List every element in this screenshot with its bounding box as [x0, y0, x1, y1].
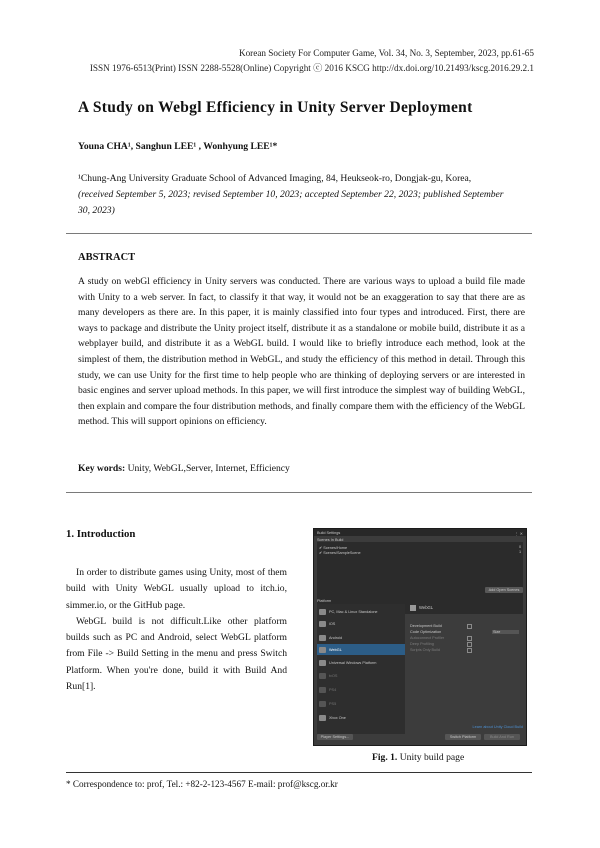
- scene-name: ✔ Scenes/Home: [319, 546, 348, 550]
- code-optimization-select: Size: [492, 630, 519, 634]
- option-checkbox: [467, 636, 472, 641]
- intro-paragraph-1: In order to distribute games using Unity, most of them build with Unity WebGL usually upload to itch.io, simmer.io, or the GitHub page.: [66, 567, 287, 611]
- window-titlebar: [314, 529, 526, 536]
- monitor-icon: [319, 609, 326, 615]
- top-divider: [66, 233, 532, 234]
- scene-name: ✔ Scenes/SampleScene: [319, 551, 361, 555]
- build-option: Scripts Only Build: [410, 648, 440, 652]
- option-checkbox: [467, 624, 472, 629]
- platform-label: Platform: [317, 599, 332, 603]
- html5-icon: [319, 647, 326, 653]
- keywords-list: Unity, WebGL,Server, Internet, Efficiency: [127, 463, 290, 474]
- journal-header: Korean Society For Computer Game, Vol. 34, No. 3, September, 2023, pp.61-65: [238, 48, 534, 58]
- option-checkbox: [467, 648, 472, 653]
- tvos-icon: [319, 673, 326, 679]
- platform-item: iOS: [317, 618, 405, 629]
- android-icon: [319, 635, 326, 641]
- section-heading: 1. Introduction: [66, 528, 136, 540]
- author-list: Youna CHA¹, Sanghun LEE¹ , Wonhyung LEE¹*: [78, 141, 278, 152]
- build-option: Code Optimization: [410, 630, 442, 634]
- abstract-text: A study on webGl efficiency in Unity servers was conducted. There are various ways to upload a build file made with Unity to a web server. In fact, to classify it that way, it would not be an exaggeration to say that there are as many developers as there are. In this paper, it is mainly classified into four types and introduced. First, there are ways to package and distribute the Unity project itself, distribute it as a standalone or mobile build, distribute it as a webplayer build, and distribute it as a WebGL build. I would like to briefly introduce each method, look at the simplest of them, the distribution method in WebGL, and study the efficiency of this method in detail. Through this study, we can use Unity for the first time to help people who are thinking of deploying servers or are interested in basic engines and server upload methods. In this paper, we will first introduce the simplest way of building WebGL, then explain and compare the four distribution methods, and finally compare them with the efficiency of the WebGL method. This will support opinions on efficiency.: [78, 276, 525, 428]
- build-option: Development Build: [410, 624, 442, 628]
- caption-text: Unity build page: [399, 752, 465, 763]
- build-option: Deep Profiling: [410, 642, 434, 646]
- keywords: [78, 463, 290, 474]
- selected-platform-title: WebGL: [410, 605, 433, 611]
- footnote-divider: [66, 772, 532, 773]
- platform-item: PC, Mac & Linux Standalone: [317, 606, 405, 617]
- figure-caption: [372, 752, 464, 763]
- window-title: Build Settings: [317, 530, 341, 535]
- scene-index: 1: [519, 550, 522, 554]
- paper-title: A Study on Webgl Efficiency in Unity Server Deployment: [78, 99, 473, 116]
- affiliation-block: [78, 171, 508, 218]
- scene-row: [319, 550, 522, 555]
- abstract-divider: [66, 492, 532, 493]
- platform-item: tvOS: [317, 670, 405, 681]
- unity-build-settings-figure: [313, 528, 527, 746]
- add-open-scenes-button: Add Open Scenes: [485, 587, 523, 593]
- ios-icon: [319, 621, 326, 627]
- build-option: Autoconnect Profiler: [410, 636, 445, 640]
- cloud-build-link: Learn about Unity Cloud Build: [472, 725, 523, 729]
- platform-item: Xbox One: [317, 712, 405, 723]
- platform-item: PS5: [317, 698, 405, 709]
- scene-index: 0: [519, 545, 522, 549]
- abstract-heading: ABSTRACT: [78, 252, 136, 263]
- platform-item-selected: WebGL: [317, 644, 405, 655]
- build-and-run-button: Build And Run: [484, 734, 520, 740]
- issn-line: ISSN 1976-6513(Print) ISSN 2288-5528(Online) Copyright ⓒ 2016 KSCG http://dx.doi.org/10.21493/kscg.2016.29.2.1: [89, 63, 534, 73]
- ps4-icon: [319, 687, 326, 693]
- keywords-label: Key words:: [78, 463, 126, 474]
- publication-dates: (received September 5, 2023; revised September 10, 2023; accepted September 22, 2023; published September 30, 2023): [78, 188, 504, 216]
- caption-label: Fig. 1.: [372, 752, 398, 763]
- platform-item: PS4: [317, 684, 405, 695]
- html5-icon: [410, 605, 416, 611]
- platform-item: Android: [317, 632, 405, 643]
- correspondence-footnote: * Correspondence to: prof, Tel.: +82-2-123-4567 E-mail: prof@kscg.or.kr: [66, 779, 338, 789]
- windows-icon: [319, 660, 326, 666]
- platform-item: Universal Windows Platform: [317, 657, 405, 668]
- intro-paragraph-2: WebGL build is not difficult.Like other platform builds such as PC and Android, select WebGL platform from File -> Build Setting in the menu and press Switch Platform. When you're done, build it with Build And Run[1].: [66, 615, 287, 693]
- affiliation: ¹Chung-Ang University Graduate School of Advanced Imaging, 84, Heukseok-ro, Dongjak-gu, Korea,: [78, 173, 472, 184]
- switch-platform-button: Switch Platform: [445, 734, 481, 740]
- xbox-icon: [319, 715, 326, 721]
- window-controls-icon: ⋮ ✕: [514, 531, 523, 536]
- platform-list: [317, 604, 405, 734]
- intro-body: [66, 565, 287, 695]
- ps5-icon: [319, 701, 326, 707]
- player-settings-button: Player Settings...: [317, 734, 353, 740]
- scenes-label: Scenes In Build: [317, 538, 344, 542]
- option-checkbox: [467, 642, 472, 647]
